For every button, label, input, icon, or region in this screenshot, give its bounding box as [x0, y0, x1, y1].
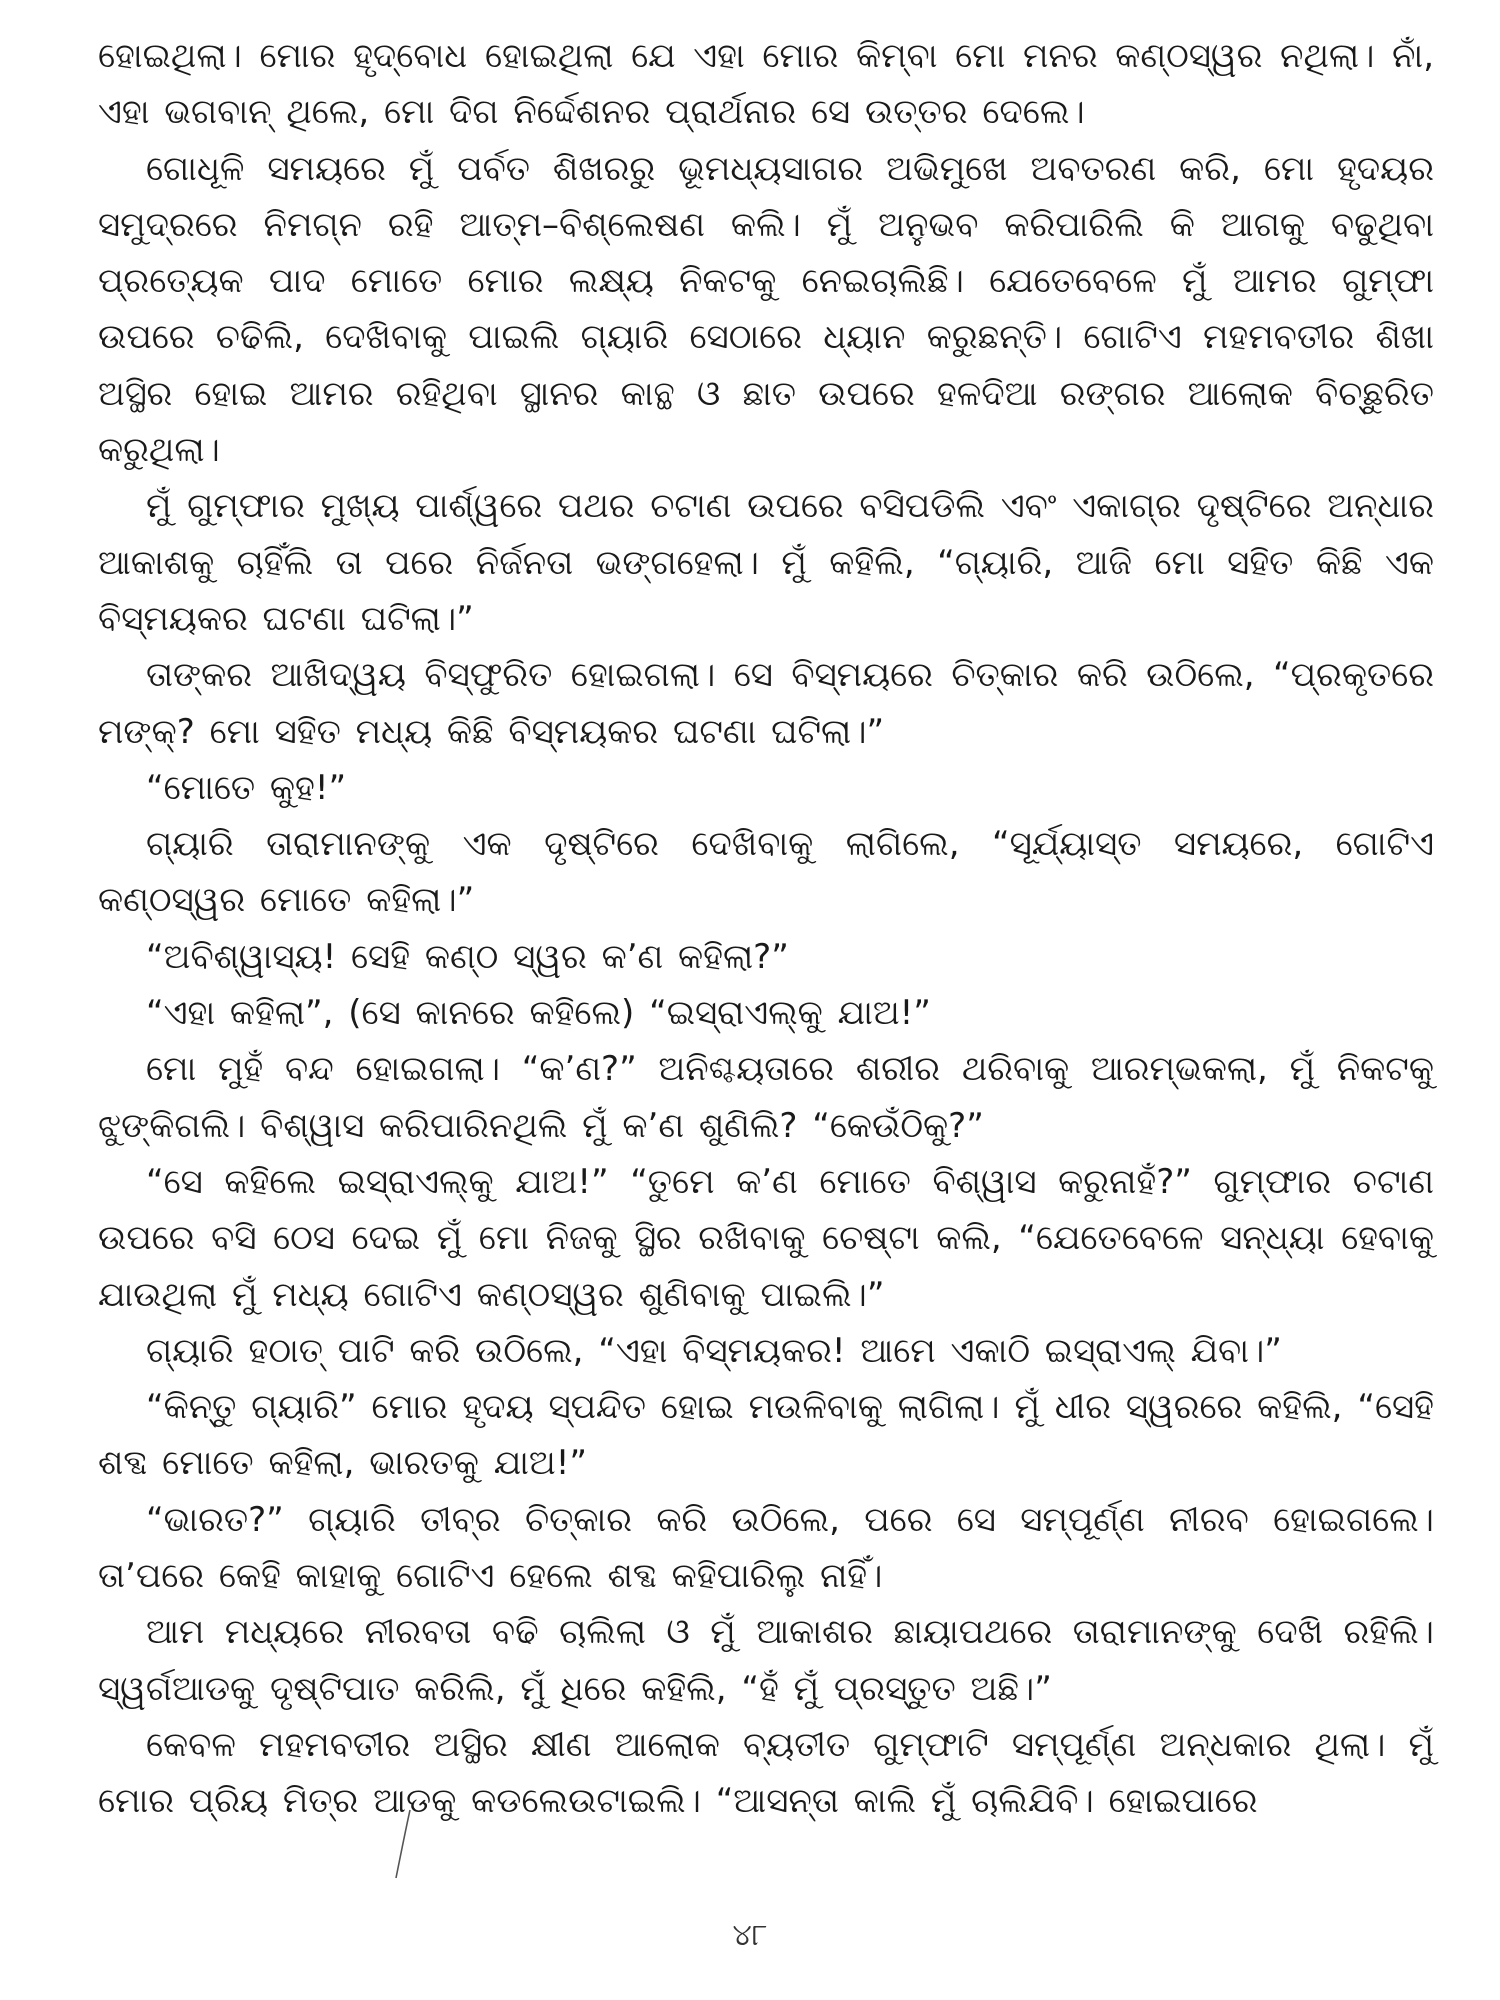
paragraph: ଗୋଧୂଳି ସମୟରେ ମୁଁ ପର୍ବତ ଶିଖରରୁ ଭୂମଧ୍ୟସାଗର ଅଭିମୁଖେ ଅବତରଣ କରି, ମୋ ହୃଦୟର ସମୁଦ୍ରରେ ନିମଗ୍ନ ରହି ଆତ୍ମ–ବିଶ୍ଲେଷଣ କଲି। ମୁଁ ଅନୁଭବ କରିପାରିଲି କି ଆଗକୁ ବଢୁଥିବା ପ୍ରତ୍ୟେକ ପାଦ ମୋତେ ମୋର ଲକ୍ଷ୍ୟ ନିକଟକୁ ନେଇଚାଲିଛି। ଯେତେବେଳେ ମୁଁ ଆମର ଗୁମ୍ଫା ଉପରେ ଚଢିଲି, ଦେଖିବାକୁ ପାଇଲି ଗ୍ୟାରି ସେଠାରେ ଧ୍ୟାନ କରୁଛନ୍ତି। ଗୋଟିଏ ମହମବତୀର ଶିଖା ଅସ୍ଥିର ହୋଇ ଆମର ରହିଥିବା ସ୍ଥାନର କାନ୍ଥ ଓ ଛାତ ଉପରେ ହଳଦିଆ ରଙ୍ଗର ଆଲୋକ ବିଚ୍ଛୁରିତ କରୁଥିଲା। [98, 148, 1434, 471]
paragraph: ମୋ ମୁହଁ ବନ୍ଦ ହୋଇଗଲା। “କ’ଣ?” ଅନିଶ୍ଚୟତାରେ ଶରୀର ଥରିବାକୁ ଆରମ୍ଭକଲା, ମୁଁ ନିକଟକୁ ଝୁଙ୍କିଗଲି। ବିଶ୍ୱାସ କରିପାରିନଥିଲି ମୁଁ କ’ଣ ଶୁଣିଲି? “କେଉଁଠିକୁ?” [98, 1049, 1434, 1146]
paragraph: “ଏହା କହିଲା”, (ସେ କାନରେ କହିଲେ) “ଇସ୍‌ରାଏଲ୍‌କୁ ଯାଅ!” [146, 993, 931, 1034]
paragraph: ମୁଁ ଗୁମ୍ଫାର ମୁଖ୍ୟ ପାର୍ଶ୍ୱରେ ପଥର ଚଟାଣ ଉପରେ ବସିପଡିଲି ଏବଂ ଏକାଗ୍ର ଦୃଷ୍ଟିରେ ଅନ୍ଧାର ଆକାଶକୁ ଚାହିଁଲି ତା ପରେ ନିର୍ଜନତା ଭଙ୍ଗହେଲା। ମୁଁ କହିଲି, “ଗ୍ୟାରି, ଆଜି ମୋ ସହିତ କିଛି ଏକ ବିସ୍ମୟକର ଘଟଣା ଘଟିଲା।” [98, 486, 1434, 639]
paragraph: ଗ୍ୟାରି ହଠାତ୍ ପାଟି କରି ଉଠିଲେ, “ଏହା ବିସ୍ମୟକର! ଆମେ ଏକାଠି ଇସ୍‌ରାଏଲ୍ ଯିବା।” [146, 1330, 1282, 1371]
paragraph: ଗ୍ୟାରି ତାରାମାନଙ୍କୁ ଏକ ଦୃଷ୍ଟିରେ ଦେଖିବାକୁ ଲାଗିଲେ, “ସୂର୍ଯ୍ୟାସ୍ତ ସମୟରେ, ଗୋଟିଏ କଣ୍ଠସ୍ୱର ମୋତେ କହିଲା।” [98, 824, 1434, 921]
paragraph: କେବଳ ମହମବତୀର ଅସ୍ଥିର କ୍ଷୀଣ ଆଲୋକ ବ୍ୟତୀତ ଗୁମ୍ଫାଟି ସମ୍ପୂର୍ଣ୍ଣ ଅନ୍ଧକାର ଥିଲା। ମୁଁ ମୋର ପ୍ରିୟ ମିତ୍ର ଆଡକୁ କଡଲେଉଟାଇଲି। “ଆସନ୍ତା କାଲି ମୁଁ ଚାଲିଯିବି। ହୋଇପାରେ [98, 1724, 1434, 1822]
paragraph: ଆମ ମଧ୍ୟରେ ନୀରବତା ବଢି ଚାଲିଲା ଓ ମୁଁ ଆକାଶର ଛାୟାପଥରେ ତାରାମାନଙ୍କୁ ଦେଖି ରହିଲି। ସ୍ୱର୍ଗଆଡକୁ ଦୃଷ୍ଟିପାତ କରିଲି, ମୁଁ ଧିରେ କହିଲି, “ହଁ ମୁଁ ପ୍ରସ୍ତୁତ ଅଛି।” [98, 1612, 1434, 1709]
paragraph: ହୋଇଥିଲା। ମୋର ହୃଦ୍‌ବୋଧ ହୋଇଥିଲା ଯେ ଏହା ମୋର କିମ୍ବା ମୋ ମନର କଣ୍ଠସ୍ୱର ନଥିଲା। ନାଁ, ଏହା ଭଗବାନ୍ ଥିଲେ, ମୋ ଦିଗ ନିର୍ଦ୍ଦେଶନର ପ୍ରାର୍ଥନାର ସେ ଉତ୍ତର ଦେଲେ। [98, 36, 1434, 133]
paragraph: “ଭାରତ?” ଗ୍ୟାରି ତୀବ୍ର ଚିତ୍କାର କରି ଉଠିଲେ, ପରେ ସେ ସମ୍ପୂର୍ଣ୍ଣ ନୀରବ ହୋଇଗଲେ। ତା’ପରେ କେହି କାହାକୁ ଗୋଟିଏ ହେଲେ ଶବ୍ଦ କହିପାରିଲୁ ନାହିଁ। [98, 1499, 1434, 1597]
page-number: ୪୮ [732, 1918, 768, 1953]
pen-stroke-mark [392, 1808, 414, 1880]
paragraph: “ମୋତେ କୁହ!” [146, 767, 347, 808]
paragraph: “କିନ୍ତୁ ଗ୍ୟାରି” ମୋର ହୃଦୟ ସ୍ପନ୍ଦିତ ହୋଇ ମଉଳିବାକୁ ଲାଗିଲା। ମୁଁ ଧୀର ସ୍ୱରରେ କହିଲି, “ସେହି ଶବ୍ଦ ମୋତେ କହିଲା, ଭାରତକୁ ଯାଅ!” [98, 1387, 1434, 1484]
paragraph: “ସେ କହିଲେ ଇସ୍‌ରାଏଲ୍‌କୁ ଯାଅ!” “ତୁମେ କ’ଣ ମୋତେ ବିଶ୍ୱାସ କରୁନାହଁ?” ଗୁମ୍ଫାର ଚଟାଣ ଉପରେ ବସି ଠେସ ଦେଇ ମୁଁ ମୋ ନିଜକୁ ସ୍ଥିର ରଖିବାକୁ ଚେଷ୍ଟା କଲି, “ଯେତେବେଳେ ସନ୍ଧ୍ୟା ହେବାକୁ ଯାଉଥିଲା ମୁଁ ମଧ୍ୟ ଗୋଟିଏ କଣ୍ଠସ୍ୱର ଶୁଣିବାକୁ ପାଇଲି।” [98, 1161, 1434, 1315]
paragraph: ତାଙ୍କର ଆଖିଦ୍ୱୟ ବିସ୍ଫୁରିତ ହୋଇଗଲା। ସେ ବିସ୍ମୟରେ ଚିତ୍କାର କରି ଉଠିଲେ, “ପ୍ରକୃତରେ ମଙ୍କ୍? ମୋ ସହିତ ମଧ୍ୟ କିଛି ବିସ୍ମୟକର ଘଟଣା ଘଟିଲା।” [98, 655, 1434, 752]
paragraph: “ଅବିଶ୍ୱାସ୍ୟ! ସେହି କଣ୍ଠ ସ୍ୱର କ’ଣ କହିଲା?” [146, 936, 789, 977]
document-page [98, 28, 1434, 1830]
